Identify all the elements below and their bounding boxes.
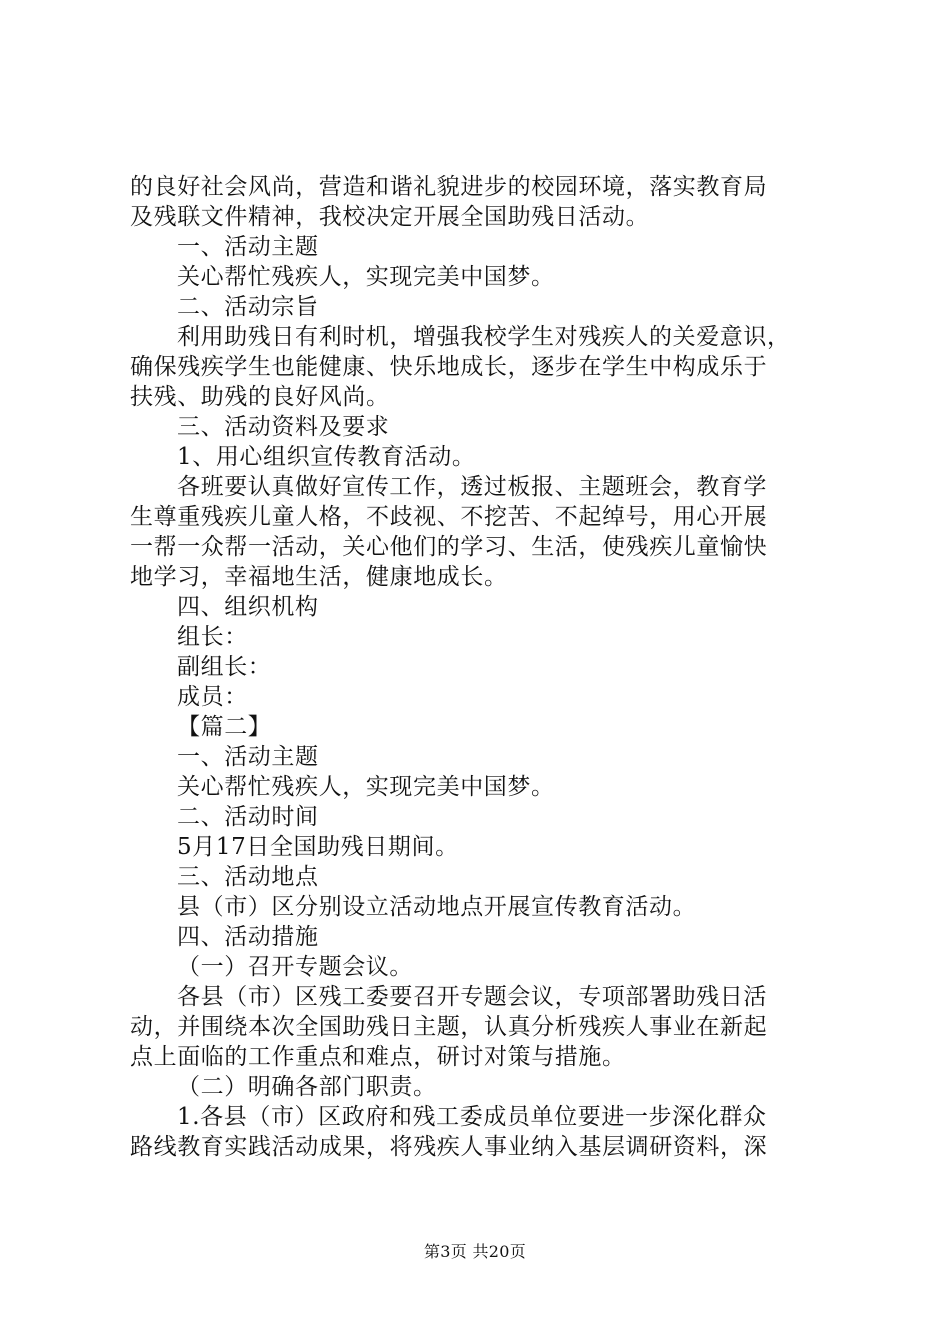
text-line: 利用助残日有利时机，增强我校学生对残疾人的关爱意识， bbox=[177, 324, 791, 350]
text-line: 动，并围绕本次全国助残日主题，认真分析残疾人事业在新起 bbox=[130, 1014, 768, 1040]
text-line: 各班要认真做好宣传工作，透过板报、主题班会，教育学 bbox=[177, 474, 767, 500]
section-heading: 二、活动宗旨 bbox=[177, 294, 319, 320]
document-body bbox=[130, 172, 830, 1162]
section-heading: 一、活动主题 bbox=[177, 234, 319, 260]
page-footer: 第3页 共20页 bbox=[423, 1242, 527, 1261]
subsection-heading: （二）明确各部门职责。 bbox=[177, 1074, 437, 1100]
text-line: 路线教育实践活动成果，将残疾人事业纳入基层调研资料，深 bbox=[130, 1134, 768, 1160]
text-line: 地学习，幸福地生活，健康地成长。 bbox=[130, 564, 508, 590]
section-heading: 四、组织机构 bbox=[177, 594, 319, 620]
text-line: 关心帮忙残疾人，实现完美中国梦。 bbox=[177, 774, 555, 800]
section-heading: 一、活动主题 bbox=[177, 744, 319, 770]
text-line: 1、用心组织宣传教育活动。 bbox=[177, 444, 476, 470]
section-heading: 二、活动时间 bbox=[177, 804, 319, 830]
text-line: 点上面临的工作重点和难点，研讨对策与措施。 bbox=[130, 1044, 626, 1070]
text-line: 及残联文件精神，我校决定开展全国助残日活动。 bbox=[130, 204, 650, 230]
text-line: 5月17日全国助残日期间。 bbox=[177, 834, 459, 860]
text-line: 扶残、助残的良好风尚。 bbox=[130, 384, 390, 410]
text-line: 一帮一众帮一活动，关心他们的学习、生活，使残疾儿童愉快 bbox=[130, 534, 768, 560]
part-heading: 【篇二】 bbox=[177, 714, 272, 740]
section-heading: 三、活动地点 bbox=[177, 864, 319, 890]
subsection-heading: （一）召开专题会议。 bbox=[177, 954, 413, 980]
section-heading: 四、活动措施 bbox=[177, 924, 319, 950]
section-heading: 三、活动资料及要求 bbox=[177, 414, 390, 440]
text-line: 成员： bbox=[177, 684, 248, 710]
text-line: 关心帮忙残疾人，实现完美中国梦。 bbox=[177, 264, 555, 290]
text-line: 组长： bbox=[177, 624, 248, 650]
text-line: 县（市）区分别设立活动地点开展宣传教育活动。 bbox=[177, 894, 697, 920]
text-line: 生尊重残疾儿童人格，不歧视、不挖苦、不起绰号，用心开展 bbox=[130, 504, 768, 530]
text-line: 各县（市）区残工委要召开专题会议，专项部署助残日活 bbox=[177, 984, 767, 1010]
text-line: 确保残疾学生也能健康、快乐地成长，逐步在学生中构成乐于 bbox=[130, 354, 768, 380]
text-line: 1.各县（市）区政府和残工委成员单位要进一步深化群众 bbox=[177, 1104, 767, 1130]
text-line: 副组长： bbox=[177, 654, 272, 680]
text-line: 的良好社会风尚，营造和谐礼貌进步的校园环境，落实教育局 bbox=[130, 174, 768, 200]
